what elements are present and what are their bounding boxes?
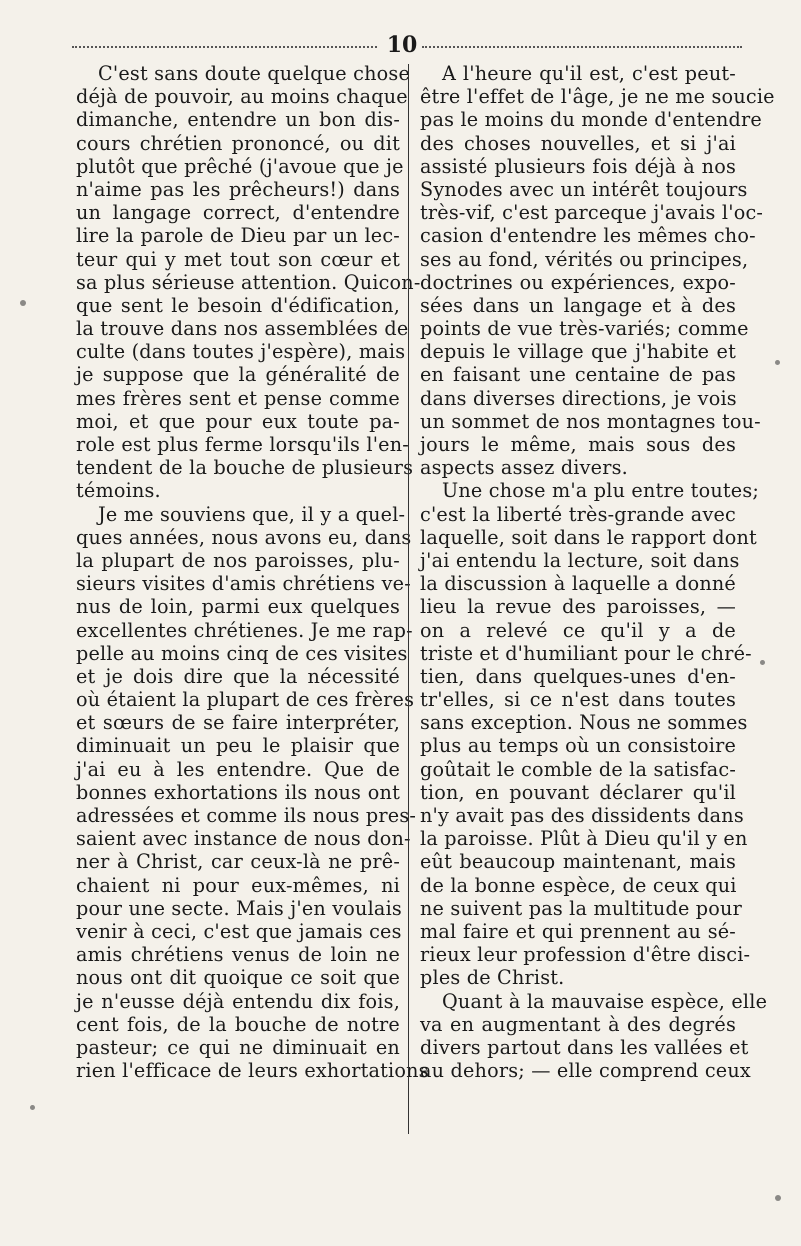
left-column-text-line: excellentes chrétienes. Je me rap- [76, 618, 413, 642]
right-column-text-line: de la bonne espèce, de ceux qui [420, 873, 737, 897]
left-column-text-line: Je me souviens que, il y a quel- [98, 502, 406, 526]
left-column-text-line: bonnes exhortations ils nous ont [76, 780, 400, 804]
right-column-text-line: mal faire et qui prennent au sé- [420, 919, 736, 943]
right-column-text-line: la paroisse. Plût à Dieu qu'il y en [420, 827, 748, 851]
right-column-text-line: eût beaucoup maintenant, mais [420, 850, 736, 874]
left-column-text-line: nus de loin, parmi eux quelques [76, 595, 400, 619]
right-column-text-line: en faisant une centaine de pas [420, 363, 736, 387]
page-number: 10 [386, 32, 418, 58]
right-column-text-line: ses au fond, vérités ou principes, [420, 247, 749, 271]
right-column-text-line: A l'heure qu'il est, c'est peut- [442, 62, 736, 85]
right-column-text-line: points de vue très-variés; comme [420, 317, 749, 341]
right-column-text-line: doctrines ou expériences, expo- [420, 270, 736, 294]
right-column-text-line: rieux leur profession d'être disci- [420, 943, 751, 967]
right-column-text-line: un sommet de nos montagnes tou- [420, 409, 761, 433]
header-rule-right [422, 46, 742, 48]
left-column-text-line: dimanche, entendre un bon dis- [76, 108, 400, 132]
left-column-text-line: je n'eusse déjà entendu dix fois, [76, 989, 400, 1013]
left-column-text-line: sieurs visites d'amis chrétiens ve- [76, 572, 411, 596]
right-column-text-line: très-vif, c'est parceque j'avais l'oc- [420, 201, 764, 225]
right-column-text-line: ples de Christ. [420, 966, 565, 990]
right-column-text-line: pas le moins du monde d'entendre [420, 108, 762, 132]
scan-speck [775, 360, 780, 365]
right-column-text-line: casion d'entendre les mêmes cho- [420, 224, 756, 248]
right-column-text-line: ne suivent pas la multitude pour [420, 896, 742, 920]
left-column-text-line: plutôt que prêché (j'avoue que je [76, 154, 404, 178]
left-column-text-line: pasteur; ce qui ne diminuait en [76, 1035, 400, 1059]
left-column-text-line: cent fois, de la bouche de notre [76, 1012, 400, 1036]
right-column-text-line: plus au temps où un consistoire [420, 734, 736, 758]
left-column-text-line: sa plus sérieuse attention. Quicon- [76, 270, 421, 294]
right-column-text-line: lieu la revue des paroisses, — [420, 595, 736, 619]
right-column-text-line: sans exception. Nous ne sommes [420, 711, 748, 735]
right-column-text-line: depuis le village que j'habite et [420, 340, 736, 364]
left-column-text-line: nous ont dit quoique ce soit que [76, 966, 400, 990]
left-column-text-line: un langage correct, d'entendre [76, 201, 400, 225]
left-column [76, 62, 429, 1083]
left-column-text-line: j'ai eu à les entendre. Que de [76, 757, 400, 781]
left-column-text-line: teur qui y met tout son cœur et [76, 247, 400, 271]
right-column [420, 62, 775, 1083]
left-column-text-line: je suppose que la généralité de [76, 363, 400, 387]
column-divider [408, 64, 409, 1134]
left-column-text-line: lire la parole de Dieu par un lec- [76, 224, 400, 248]
left-column-text-line: saient avec instance de nous don- [76, 827, 411, 851]
left-column-text-line: C'est sans doute quelque chose [98, 62, 410, 85]
right-column-text-line: jours le même, mais sous des [420, 433, 736, 456]
left-column-text-line: rien l'efficace de leurs exhortations [76, 1059, 429, 1083]
left-column-text-line: que sent le besoin d'édification, [76, 293, 400, 317]
left-column-text-line: venir à ceci, c'est que jamais ces [76, 919, 402, 943]
right-column-text-line: tion, en pouvant déclarer qu'il [420, 780, 736, 804]
left-column-text-line: n'aime pas les prêcheurs!) dans [76, 177, 400, 201]
left-column-text-line: diminuait un peu le plaisir que [76, 734, 400, 758]
right-column-text-line: des choses nouvelles, et si j'ai [420, 131, 736, 155]
right-column-text-line: n'y avait pas des dissidents dans [420, 804, 744, 827]
left-column-text-line: amis chrétiens venus de loin ne [76, 943, 400, 967]
left-column-text-line: et sœurs de se faire interpréter, [76, 711, 400, 735]
left-column-text-line: role est plus ferme lorsqu'ils l'en- [76, 433, 409, 456]
left-column-text-line: la plupart de nos paroisses, plu- [76, 548, 400, 572]
right-column-text-line: laquelle, soit dans le rapport dont [420, 525, 757, 549]
page-header [72, 30, 742, 60]
scan-speck [775, 1195, 781, 1201]
left-column-text-line: déjà de pouvoir, au moins chaque [76, 85, 408, 109]
scan-speck [760, 660, 765, 665]
scan-speck [30, 1105, 35, 1110]
right-column-text-line: tien, dans quelques-unes d'en- [420, 664, 736, 688]
right-column-text-line: sées dans un langage et à des [420, 293, 736, 317]
left-column-text-line: adressées et comme ils nous pres- [76, 804, 417, 827]
right-column-text-line: tr'elles, si ce n'est dans toutes [420, 688, 736, 712]
left-column-text-line: ques années, nous avons eu, dans [76, 525, 412, 549]
right-column-text-line: Quant à la mauvaise espèce, elle [442, 989, 768, 1013]
right-column-text-line: aspects assez divers. [420, 456, 628, 480]
left-column-text-line: témoins. [76, 479, 161, 503]
right-column-text-line: goûtait le comble de la satisfac- [420, 757, 737, 781]
right-column-text-line: assisté plusieurs fois déjà à nos [420, 154, 736, 178]
left-column-text-line: la trouve dans nos assemblées de [76, 317, 409, 341]
left-column-text-line: ner à Christ, car ceux-là ne prê- [76, 850, 400, 874]
left-column-text-line: moi, et que pour eux toute pa- [76, 409, 400, 433]
right-column-text-line: au dehors; — elle comprend ceux [420, 1059, 751, 1083]
left-column-text-line: pour une secte. Mais j'en voulais [76, 896, 402, 920]
right-column-text-line: on a relevé ce qu'il y a de [420, 618, 736, 642]
right-column-text-line: la discussion à laquelle a donné [420, 572, 736, 596]
left-column-text-line: pelle au moins cinq de ces visites [76, 641, 408, 665]
left-column-text-line: et je dois dire que la nécessité [76, 664, 400, 688]
right-column-text-line: être l'effet de l'âge, je ne me soucie [420, 85, 775, 109]
right-column-text-line: j'ai entendu la lecture, soit dans [420, 548, 740, 572]
left-column-text-line: cours chrétien prononcé, ou dit [76, 131, 400, 155]
right-column-text-line: divers partout dans les vallées et [420, 1035, 749, 1059]
left-column-text-line: chaient ni pour eux-mêmes, ni [76, 873, 400, 897]
left-column-text-line: culte (dans toutes j'espère), mais [76, 340, 406, 364]
scan-speck [20, 300, 26, 306]
left-column-text-line: tendent de la bouche de plusieurs [76, 456, 414, 480]
right-column-text-line: triste et d'humiliant pour le chré- [420, 641, 752, 665]
right-column-text-line: va en augmentant à des degrés [420, 1012, 736, 1036]
right-column-text-line: Une chose m'a plu entre toutes; [442, 479, 760, 503]
right-column-text-line: Synodes avec un intérêt toujours [420, 177, 748, 201]
right-column-text-line: c'est la liberté très-grande avec [420, 502, 736, 526]
left-column-text-line: où étaient la plupart de ces frères [76, 688, 415, 712]
left-column-text-line: mes frères sent et pense comme [76, 386, 400, 410]
header-rule-left [72, 46, 377, 48]
right-column-text-line: dans diverses directions, je vois [420, 386, 737, 410]
